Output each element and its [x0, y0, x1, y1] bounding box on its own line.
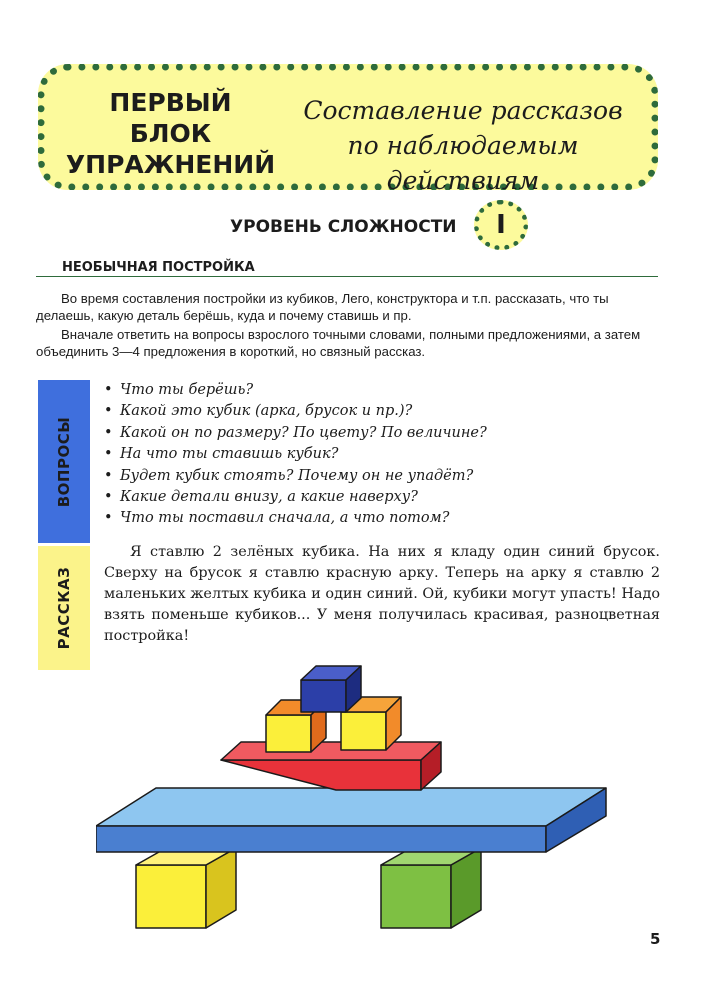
bullet-icon: • [104, 424, 113, 441]
block-building-illustration [96, 660, 616, 950]
question-item [104, 423, 664, 444]
section-divider [36, 276, 658, 277]
questions-side-tab [38, 380, 90, 543]
story-tab-label: РАССКАЗ [55, 566, 73, 650]
yellow-cube [136, 848, 236, 928]
instruction-paragraph: Во время составления постройки из кубиков, Лего, конструктора и т.п. рассказать, что ты делаешь, какую деталь берёшь, куда и почему ставишь и пр. [36, 291, 609, 323]
question-text: Будет кубик стоять? Почему он не упадёт? [120, 467, 474, 484]
questions-list [104, 380, 664, 530]
banner-title [63, 87, 278, 180]
story-side-tab [38, 546, 90, 670]
bullet-icon: • [104, 467, 113, 484]
banner-title-line: БЛОК [129, 119, 212, 148]
bullet-icon: • [104, 510, 113, 527]
page-number: 5 [650, 930, 661, 948]
question-item [104, 508, 664, 529]
navy-cube [301, 666, 361, 712]
section-title: НЕОБЫЧНАЯ ПОСТРОЙКА [62, 260, 255, 275]
difficulty-level-label: УРОВЕНЬ СЛОЖНОСТИ [230, 217, 457, 237]
banner-subtitle-line: по наблюдаемым действиям [347, 131, 579, 195]
questions-tab-label: ВОПРОСЫ [55, 416, 73, 507]
banner-subtitle-line: Составление рассказов [303, 96, 623, 125]
question-item [104, 401, 664, 422]
banner-title-line: УПРАЖНЕНИЙ [65, 150, 276, 179]
banner-subtitle [273, 93, 653, 198]
bullet-icon: • [104, 403, 113, 420]
instruction-paragraph: Вначале ответить на вопросы взрослого точными словами, полными предложениями, а затем объединить 3—4 предложения в короткий, но связный рассказ. [36, 327, 641, 359]
question-item [104, 466, 664, 487]
question-item [104, 380, 664, 401]
question-text: На что ты ставишь кубик? [120, 446, 339, 463]
question-text: Какой он по размеру? По цвету? По величине? [120, 424, 487, 441]
bullet-icon: • [104, 382, 113, 398]
question-text: Какой это кубик (арка, брусок и пр.)? [120, 403, 413, 420]
question-text: Что ты берёшь? [120, 382, 254, 398]
question-item [104, 487, 664, 508]
banner-title-line: ПЕРВЫЙ [109, 88, 232, 117]
difficulty-level-badge: I [474, 200, 528, 250]
bullet-icon: • [104, 489, 113, 506]
bullet-icon: • [104, 446, 113, 463]
question-text: Какие детали внизу, а какие наверху? [120, 489, 418, 506]
blue-plank [96, 788, 606, 852]
question-text: Что ты поставил сначала, а что потом? [120, 510, 450, 527]
red-arch [221, 742, 441, 790]
question-item [104, 444, 664, 465]
green-cube [381, 848, 481, 928]
story-text: Я ставлю 2 зелёных кубика. На них я кладу один синий брусок. Сверху на брусок я ставлю красную арку. Теперь на арку я ставлю 2 маленьких желтых кубика и один синий. Ой, кубики могут упасть! Надо взять поменьше кубиков... У меня получилась красивая, разноцветная постройка! [104, 544, 660, 644]
exercise-block-banner [38, 64, 658, 195]
